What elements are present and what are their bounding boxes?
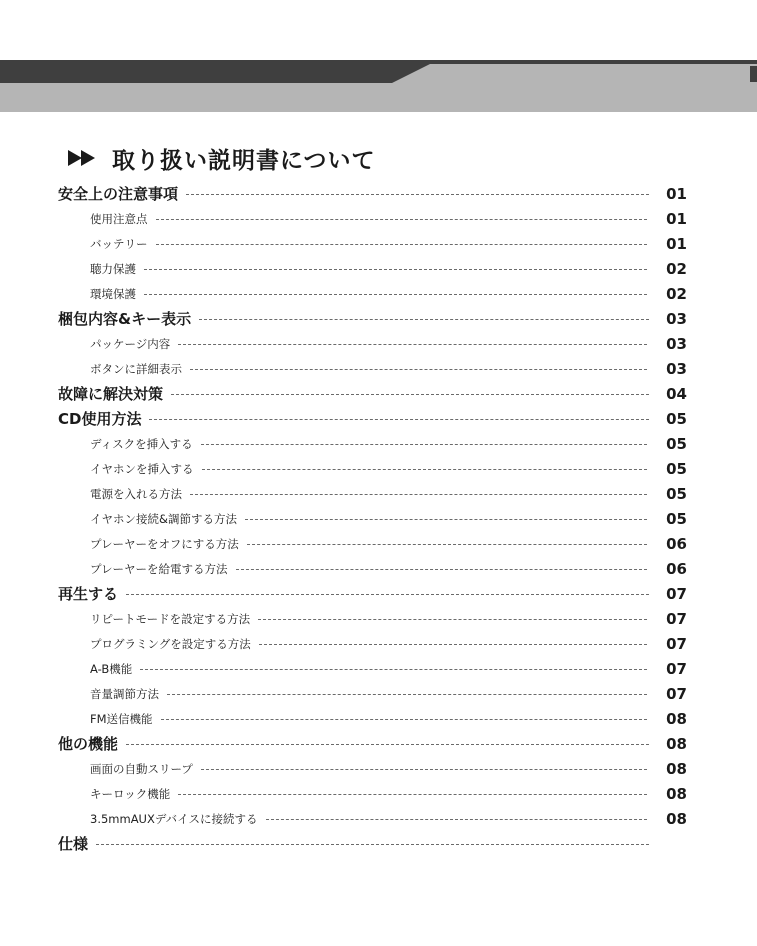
toc-section[interactable] <box>0 406 757 431</box>
toc-leader-dots <box>161 719 647 720</box>
toc-page-number: 01 <box>666 209 687 228</box>
toc-subsection[interactable] <box>0 431 757 456</box>
header-band <box>0 60 757 112</box>
toc-leader-dots <box>245 519 647 520</box>
toc-leader-dots <box>247 544 647 545</box>
toc-subsection[interactable] <box>0 606 757 631</box>
toc-page-number: 05 <box>666 484 687 503</box>
toc-leader-dots <box>149 419 649 420</box>
toc-leader-dots <box>140 669 647 670</box>
toc-section[interactable] <box>0 181 757 206</box>
toc-page-number: 08 <box>666 709 687 728</box>
toc-subsection[interactable] <box>0 481 757 506</box>
toc-leader-dots <box>126 594 649 595</box>
toc-leader-dots <box>186 194 649 195</box>
toc-label: 聴力保護 <box>90 261 136 276</box>
page-title: 取り扱い説明書について <box>112 147 376 174</box>
toc-label: 他の機能 <box>58 735 119 753</box>
toc-leader-dots <box>190 369 647 370</box>
toc-subsection[interactable] <box>0 231 757 256</box>
toc-label: バッテリー <box>90 236 148 251</box>
toc-leader-dots <box>266 819 647 820</box>
toc-heading <box>68 142 376 174</box>
toc-leader-dots <box>167 694 647 695</box>
toc-subsection[interactable] <box>0 331 757 356</box>
toc-page-number: 05 <box>666 434 687 453</box>
toc-subsection[interactable] <box>0 681 757 706</box>
toc-page-number: 08 <box>666 784 687 803</box>
toc-label: 再生する <box>58 585 119 603</box>
toc-label: プレーヤーを給電する方法 <box>90 561 228 576</box>
toc-page-number: 05 <box>666 409 687 428</box>
toc-page-number: 03 <box>666 309 687 328</box>
toc-page-number: 01 <box>666 234 687 253</box>
toc-label: プレーヤーをオフにする方法 <box>90 536 239 551</box>
toc-subsection[interactable] <box>0 556 757 581</box>
toc-section[interactable] <box>0 306 757 331</box>
toc-page-number: 07 <box>666 634 687 653</box>
toc-page-number: 05 <box>666 459 687 478</box>
toc-subsection[interactable] <box>0 806 757 831</box>
toc-label: 安全上の注意事項 <box>58 185 179 203</box>
toc-leader-dots <box>156 244 648 245</box>
toc-page-number: 03 <box>666 359 687 378</box>
toc-section[interactable] <box>0 831 757 856</box>
toc-page-number: 02 <box>666 259 687 278</box>
toc-label: 仕様 <box>58 835 89 853</box>
toc-page-number: 05 <box>666 509 687 528</box>
toc-label: 梱包内容&キー表示 <box>58 310 192 328</box>
toc-leader-dots <box>96 844 649 845</box>
toc-label: FM送信機能 <box>90 711 153 726</box>
toc-subsection[interactable] <box>0 531 757 556</box>
toc-label: イヤホンを挿入する <box>90 461 194 476</box>
toc-label: CD使用方法 <box>58 410 142 428</box>
toc-leader-dots <box>201 769 647 770</box>
table-of-contents <box>0 181 757 856</box>
toc-leader-dots <box>258 619 647 620</box>
toc-page-number: 03 <box>666 334 687 353</box>
toc-leader-dots <box>144 269 647 270</box>
header-band-edge <box>750 66 757 82</box>
toc-leader-dots <box>126 744 649 745</box>
toc-subsection[interactable] <box>0 281 757 306</box>
toc-page-number: 01 <box>666 184 687 203</box>
toc-label: 使用注意点 <box>90 211 148 226</box>
toc-label: リピートモードを設定する方法 <box>90 611 251 626</box>
toc-label: プログラミングを設定する方法 <box>90 636 251 651</box>
toc-page-number: 07 <box>666 684 687 703</box>
toc-subsection[interactable] <box>0 756 757 781</box>
toc-leader-dots <box>259 644 647 645</box>
toc-label: 音量調節方法 <box>90 686 159 701</box>
toc-label: 電源を入れる方法 <box>90 486 182 501</box>
toc-page-number: 06 <box>666 534 687 553</box>
toc-page-number: 08 <box>666 809 687 828</box>
toc-subsection[interactable] <box>0 781 757 806</box>
toc-page-number: 06 <box>666 559 687 578</box>
toc-label: ボタンに詳細表示 <box>90 361 182 376</box>
toc-leader-dots <box>144 294 647 295</box>
toc-leader-dots <box>178 794 647 795</box>
toc-label: 環境保護 <box>90 286 136 301</box>
toc-page-number: 07 <box>666 659 687 678</box>
toc-page-number: 07 <box>666 609 687 628</box>
toc-leader-dots <box>201 444 647 445</box>
toc-label: イヤホン接続&調節する方法 <box>90 511 237 526</box>
toc-label: 3.5mmAUXデバイスに接続する <box>90 811 258 826</box>
toc-subsection[interactable] <box>0 206 757 231</box>
toc-leader-dots <box>199 319 649 320</box>
toc-subsection[interactable] <box>0 706 757 731</box>
toc-section[interactable] <box>0 731 757 756</box>
toc-label: パッケージ内容 <box>90 336 171 351</box>
toc-subsection[interactable] <box>0 356 757 381</box>
toc-subsection[interactable] <box>0 256 757 281</box>
toc-page-number: 04 <box>666 384 687 403</box>
toc-label: キーロック機能 <box>90 786 171 801</box>
toc-leader-dots <box>236 569 647 570</box>
toc-label: A-B機能 <box>90 661 133 676</box>
toc-subsection[interactable] <box>0 506 757 531</box>
toc-label: 画面の自動スリープ <box>90 761 193 776</box>
toc-page-number: 02 <box>666 284 687 303</box>
fast-forward-icon <box>68 148 98 168</box>
toc-section[interactable] <box>0 381 757 406</box>
toc-leader-dots <box>202 469 648 470</box>
toc-label: 故障に解決対策 <box>58 385 164 403</box>
toc-subsection[interactable] <box>0 656 757 681</box>
toc-page-number: 07 <box>666 584 687 603</box>
toc-leader-dots <box>171 394 649 395</box>
toc-page-number: 08 <box>666 734 687 753</box>
toc-page-number: 08 <box>666 759 687 778</box>
toc-section[interactable] <box>0 581 757 606</box>
toc-leader-dots <box>190 494 647 495</box>
toc-subsection[interactable] <box>0 456 757 481</box>
toc-subsection[interactable] <box>0 631 757 656</box>
toc-leader-dots <box>156 219 648 220</box>
toc-label: ディスクを挿入する <box>90 436 193 451</box>
toc-leader-dots <box>178 344 647 345</box>
